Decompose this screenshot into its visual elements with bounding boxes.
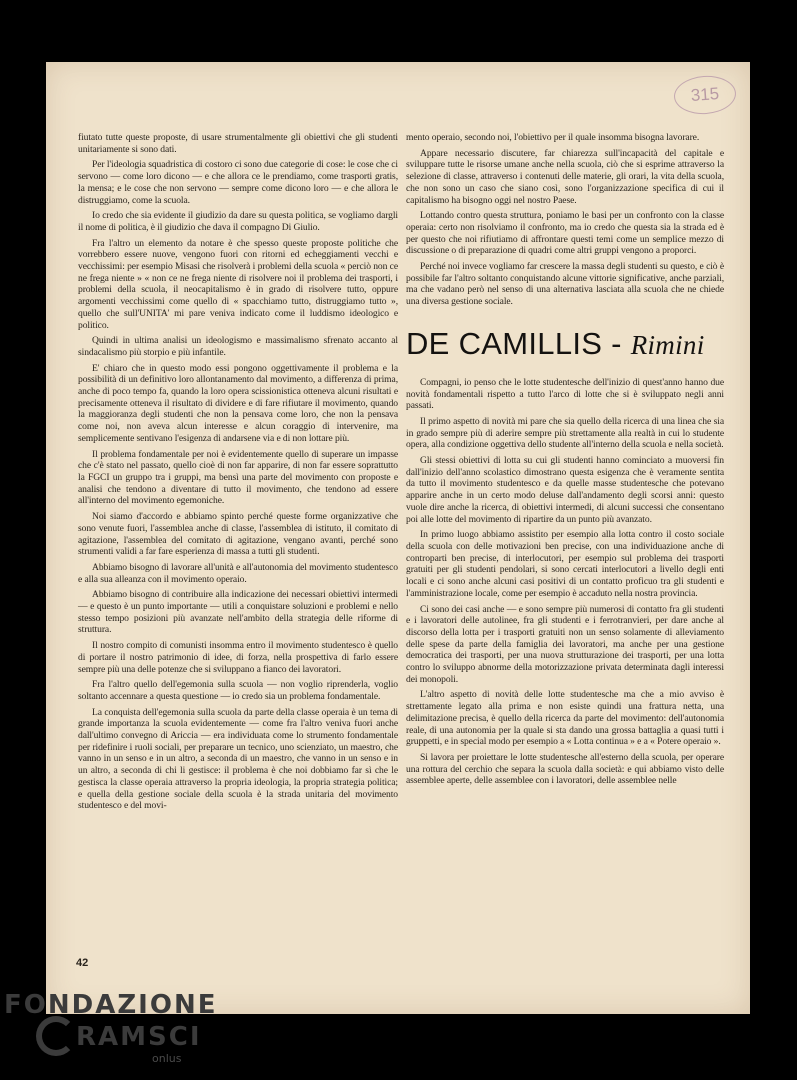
paragraph: Perché noi invece vogliamo far crescere la massa degli studenti su questo, e ciò è possibile far l'altro soltanto conquistando alcune vittorie significative, anche parziali, ma che vadano però nel senso di una alternativa lasciata alla scuola che ne chiede una diversa gestione sociale. [406,261,724,308]
paragraph: fiutato tutte queste proposte, di usare strumentalmente gli obiettivi che gli studenti unitariamente si sono dati. [78,132,398,155]
page-number: 42 [76,957,89,969]
watermark-onlus: onlus [152,1052,182,1065]
paragraph: La conquista dell'egemonia sulla scuola da parte della classe operaia è un tema di grande importanza la scuola evidentemente — come fra l'altro veniva fuori anche dall'ultimo convegno di Ariccia — era individuata come lo strumento fondamentale per ridefinire i ruoli sociali, per preparare un tecnico, uno scienziato, un maestro, che vanno in un senso e in un altro, a seconda di un maestro, che vanno in un senso e in un altro, a seconda di chi li gestisce: il problema è che noi dobbiamo far sì che le gestisca la classe operaia attraverso la propria ideologia, la propria strategia politica; e quella della gestione sociale della scuola è la strada unitaria del movimento studentesco e del movi- [78,706,398,812]
paragraph: Si lavora per proiettare le lotte studentesche all'esterno della scuola, per operare una rottura del cerchio che separa la scuola dalla società: e qui abbiamo visto delle assemblee aperte, delle assemblee con i lavoratori, delle assemblee nelle [406,751,724,787]
watermark-line2: RAMSCI [76,1022,202,1052]
paragraph: Gli stessi obiettivi di lotta su cui gli studenti hanno cominciato a muoversi fin dall'inizio dell'anno scolastico dimostrano questa esigenza che è veramente sentita da tutto il movimento studentesco e da quelle masse studentesche che potevano apparire anche in un certo modo deluse dall'andamento degli scorsi anni: questo vuole dire anche la ricerca, di obiettivi intermedi, di alcuni successi che consentano poi alle lotte del movimento di ripartire da un punto più avanzato. [406,455,724,525]
paragraph: Il primo aspetto di novità mi pare che sia quello della ricerca di una linea che sia in grado sempre più di aderire sempre più strettamente alla realtà in cui lo studente opera, alla condizione oggettiva dello studente all'interno della scuola e nella società. [406,415,724,451]
stamp-number: 315 [690,84,720,105]
paragraph: Il problema fondamentale per noi è evidentemente quello di superare un impasse che c'è stato nel passato, quello cioè di non far apparire, di non far essere soprattutto la FGCI un gruppo tra i gruppi, ma bensì una parte del movimento con proposte e analisi che tendono a diventare di tutto il movimento, che tendono ad essere all'interno del movimento egemoniche. [78,448,398,507]
paragraph: Abbiamo bisogno di contribuire alla indicazione dei necessari obiettivi intermedi — e questo è un punto importante — utili a conquistare soluzioni e problemi e nello stesso tempo posizioni più avanzate nell'ambito della strategia delle riforme di struttura. [78,589,398,636]
archive-stamp [673,74,737,116]
paragraph: Per l'ideologia squadristica di costoro ci sono due categorie di cose: le cose che ci servono — come loro dicono — e che allora ce le prendiamo, come trasporti gratis, la mensa; e le cose che non servono — sempre come dicono loro — e che allora le distruggiamo, come la scuola. [78,159,398,206]
paragraph: L'altro aspetto di novità delle lotte studentesche ma che a mio avviso è strettamente legato alla prima e non esiste quindi una frattura netta, una delimitazione precisa, è quello della ricerca da parte del movimento: dell'autonomia reale, di una autonomia per la quale si sta dando una grossa battaglia a quasi tutti i gruppetti, e in special modo per esempio a « Lotta continua » e a « Potere operaio ». [406,689,724,748]
document-page [46,62,750,1014]
right-column [406,132,724,791]
speaker-place: Rimini [630,329,705,360]
paragraph: Lottando contro questa struttura, poniamo le basi per un confronto con la classe operaia: certo non risolviamo il confronto, ma io credo che questa sia la strada ed è per questo che noi rifiutiamo di affrontare questi temi come un semplice mezzo di discussione o di preparazione di quadri come altri gruppi vengono a proporci. [406,210,724,257]
paragraph: Io credo che sia evidente il giudizio da dare su questa politica, se vogliamo dargli il nome di politica, è il giudizio che dava il compagno Di Giulio. [78,210,398,233]
paragraph: mento operaio, secondo noi, l'obiettivo per il quale insomma bisogna lavorare. [406,132,700,143]
paragraph: Ci sono dei casi anche — e sono sempre più numerosi di contatto fra gli studenti e i lavoratori delle autolinee, fra gli studenti e i ferrotranvieri, per dare anche al discorso della lotta per i trasporti gratuiti non un senso solamente di alleviamento delle spese da parte della famiglia dei lavoratori, ma anche per una gestione democratica dei trasporti, per una nuova strutturazione dei trasporti, per una lotta contro lo sviluppo abnorme della motorizzazione privata determinata dagli interessi dei monopoli. [406,603,724,685]
paragraph: E' chiaro che in questo modo essi pongono oggettivamente il problema e la possibilità di un definitivo loro allontanamento dal movimento, a differenza di prima, anche di poco tempo fa, quando la loro opera scissionistica otteneva alcuni risultati e precisamente otteneva il risultato di dividere e di fare rifiutare il movimento, quando la maggioranza degli studenti che non la pensava come loro, che non la pensava come noi, non aveva alcun interesse e alcun coraggio di intervenire, ma semplicemente sentivano l'esigenza di andarsene via e di non lottare più. [78,362,398,444]
paragraph: Abbiamo bisogno di lavorare all'unità e all'autonomia del movimento studentesco e alla sua alleanza con il movimento operaio. [78,561,398,585]
paragraph: Fra l'altro quello dell'egemonia sulla scuola — non voglio riprenderla, voglio soltanto accennare a questa questione — io credo sia un problema fondamentale. [78,679,398,702]
paragraph: Compagni, io penso che le lotte studentesche dell'inizio di quest'anno hanno due novità fondamentali rispetto a tutto l'arco di lotte che si è sviluppato negli anni passati. [406,376,724,412]
paragraph: Quindi in ultima analisi un ideologismo e massimalismo sfrenato accanto al sindacalismo più storpio e più infantile. [78,335,398,358]
speaker-name: DE CAMILLIS [406,325,603,361]
paragraph: Fra l'altro un elemento da notare è che spesso queste proposte politiche che vorrebbero essere nuove, vengono fuori con ritorni ed echeggiamenti vecchi e vecchissimi: per esempio Misasi che risolverà i problemi della scuola « perciò non ce ne frega niente » « non ce ne frega niente di risolvere noi il problema dei trasporti, i problemi della scuola, il neocapitalismo è in grado di risolvere tutto, oppure argomenti vecchissimi come quello di « spacchiamo tutto, distruggiamo tutto », quello che sull'UNITA' mi pare veniva indicato come il luddismo ideologico e politico. [78,237,398,331]
paragraph: Il nostro compito di comunisti insomma entro il movimento studentesco è quello di portare il nostro patrimonio di idee, di forza, nella prospettiva di farlo essere sempre più una delle potenze che si sviluppano a fianco dei lavoratori. [78,640,398,675]
watermark-line1: FONDAZIONE [4,990,218,1020]
gramsci-g-logo-icon [36,1016,76,1056]
speaker-heading [406,326,724,363]
heading-separator: - [602,325,631,361]
paragraph: Appare necessario discutere, far chiarezza sull'incapacità del capitale e sviluppare tutte le risorse umane anche nella scuola, ciò che si esprime attraverso la selezione di classe, attraverso i contenuti delle materie, gli orari, la vita della scuola, che non sono un caso che siano così, sono l'organizzazione specifica di cui il capitalismo ha bisogno oggi nel nostro Paese. [406,147,724,206]
left-column [78,132,398,816]
paragraph: In primo luogo abbiamo assistito per esempio alla lotta contro il costo sociale della scuola con delle motivazioni ben precise, con una individuazione anche di controparti ben precise, di interlocutori, per esempio sul problema dei trasporti gratuiti per gli studenti pendolari, si sono cercati interlocutori a livello degli enti locali e ci sono anche alcuni casi positivi di un contatto proficuo tra gli studenti e l'amministrazione locale, come per esempio è accaduto nella nostra provincia. [406,529,724,599]
fondazione-gramsci-watermark [4,990,218,1080]
paragraph: Noi siamo d'accordo e abbiamo spinto perché queste forme organizzative che sono venute fuori, l'assemblea anche di classe, l'assemblea di istituto, il comitato di agitazione, l'assemblea del comitato di agitazione, vengano avanti, perché sono strumenti validi a far fare esperienza di massa a tutti gli studenti. [78,511,398,558]
